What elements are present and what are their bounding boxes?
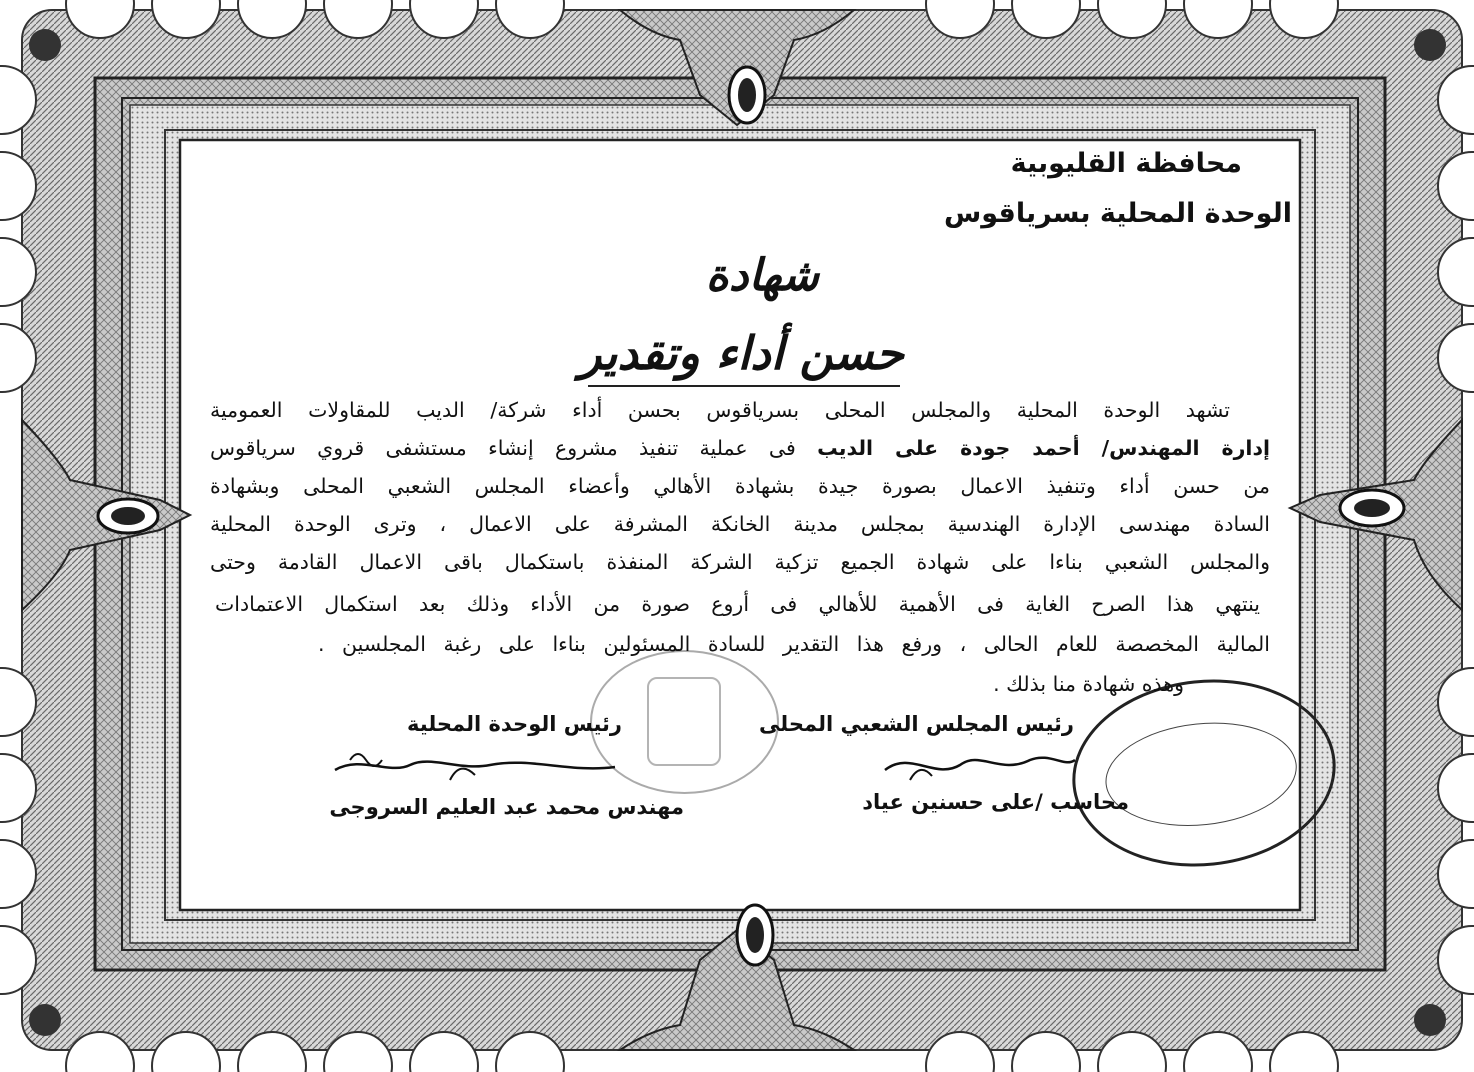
body-line-3: من حسن أداء وتنفيذ الاعمال بصورة جيدة بشهادة الأهالي وأعضاء المجلس الشعبي المحلى وبشهادة: [210, 474, 1270, 498]
subtitle-underline: [588, 385, 900, 387]
left-signatory-title: رئيس الوحدة المحلية: [407, 712, 622, 736]
local-unit-heading: الوحدة المحلية بسرياقوس: [943, 198, 1292, 229]
right-signatory-title: رئيس المجلس الشعبي المحلى: [759, 712, 1074, 736]
body-line-1: تشهد الوحدة المحلية والمجلس المحلى بسرياقوس بحسن أداء شركة/ الديب للمقاولات العمومية: [210, 398, 1230, 422]
governorate-heading: محافظة القليوبية: [1010, 148, 1242, 179]
body-line-4: السادة مهندسى الإدارة الهندسية بمجلس مدينة الخانكة المشرفة على الاعمال ، وترى الوحدة المحلية: [210, 512, 1270, 536]
body-line-2-rest: فى عملية تنفيذ مشروع إنشاء مستشفى قروي سرياقوس: [210, 436, 818, 460]
right-handwritten-signature: [880, 740, 1080, 790]
right-signatory-name: محاسب /على حسنين عياد: [862, 790, 1129, 814]
left-handwritten-signature: [330, 735, 620, 795]
left-signatory-name: مهندس محمد عبد العليم السروجى: [329, 795, 684, 819]
certificate-title: شهادة: [705, 250, 819, 301]
body-line-5: والمجلس الشعبي بناءا على شهادة الجميع تزكية الشركة المنفذة باستكمال باقى الاعمال القادمة وحتى: [210, 550, 1270, 574]
engineer-name: إدارة المهندس/ أحمد جودة على الديب: [817, 436, 1270, 460]
certificate-subtitle: حسن أداء وتقدير: [579, 326, 904, 380]
body-line-2: [210, 436, 1270, 460]
body-line-7: المالية المخصصة للعام الحالى ، ورفع هذا التقدير للسادة المسئولين بناءا على رغبة المجلسين .: [318, 632, 1270, 656]
body-line-6: ينتهي هذا الصرح الغاية فى الأهمية للأهالي فى أروع صورة من الأداء وذلك بعد استكمال الاعتمادات: [215, 592, 1260, 616]
body-line-8: وهذه شهادة منا بذلك .: [993, 672, 1184, 696]
